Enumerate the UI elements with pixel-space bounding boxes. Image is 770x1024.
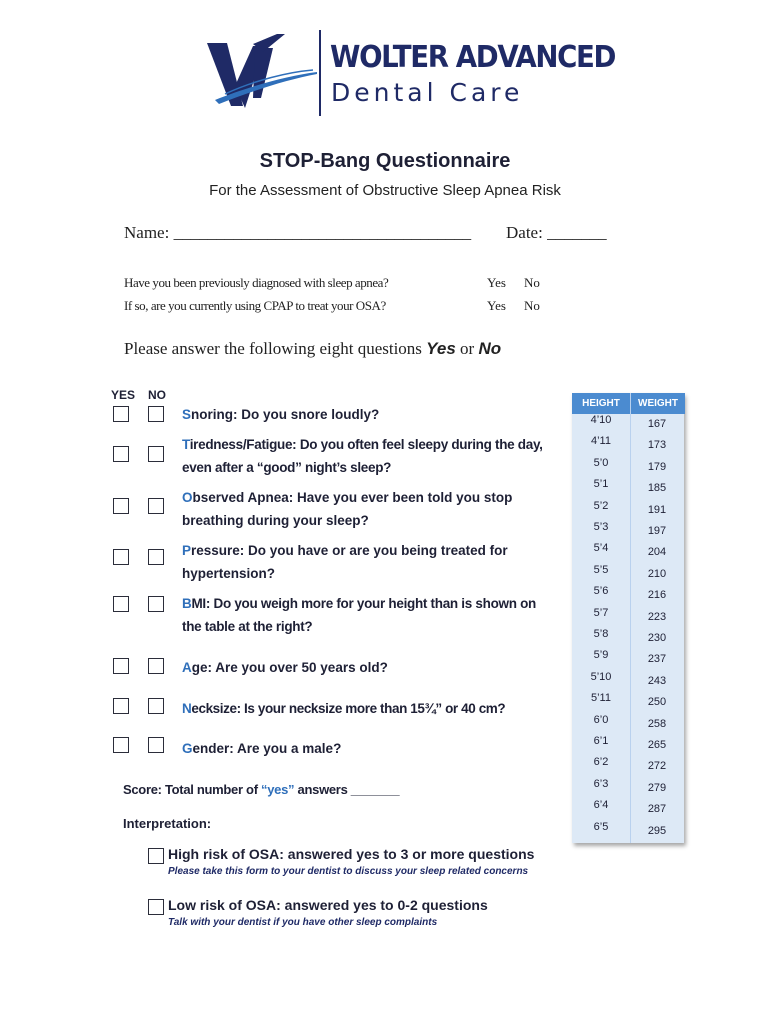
no-column-header: NO (148, 388, 166, 402)
question-snoring: Snoring: Do you snore loudly? (182, 407, 380, 422)
high-risk-note: Please take this form to your dentist to discuss your sleep related concerns (168, 866, 529, 877)
question-observed-apnea: Observed Apnea: Have you ever been told you stop breathing during your sleep? (182, 490, 513, 528)
bmi-no-checkbox[interactable] (148, 596, 164, 612)
height-cell: 4’11 (591, 435, 611, 448)
pressure-yes-checkbox[interactable] (113, 549, 129, 565)
weight-cell: 191 (647, 503, 667, 516)
weight-cell: 179 (647, 460, 667, 473)
question-tiredness: Tiredness/Fatigue: Do you often feel sleepy during the day, even after a “good” night’s sleep? (182, 437, 543, 475)
snoring-yes-checkbox[interactable] (113, 406, 129, 422)
weight-cell: 167 (647, 418, 667, 430)
previous-diagnosis-question: Have you been previously diagnosed with sleep apnea? (124, 275, 389, 290)
weight-cell: 258 (647, 717, 667, 730)
weight-cell: 250 (647, 696, 667, 709)
high-risk-label: High risk of OSA: answered yes to 3 or more questions (168, 846, 535, 862)
logo-w-right-stroke (253, 48, 273, 98)
logo-line-1: WOLTER ADVANCED (330, 40, 616, 75)
weight-cell: 185 (647, 482, 667, 495)
cpap-no[interactable]: No (524, 298, 540, 313)
page-subtitle: For the Assessment of Obstructive Sleep Apnea Risk (209, 182, 561, 199)
height-column-header: HEIGHT (572, 393, 630, 414)
pressure-no-checkbox[interactable] (148, 549, 164, 565)
necksize-yes-checkbox[interactable] (113, 698, 129, 714)
height-weight-table (572, 393, 684, 843)
height-cell: 6’3 (593, 777, 609, 790)
previous-diagnosis-no[interactable]: No (524, 275, 540, 290)
cpap-yes[interactable]: Yes (487, 298, 506, 313)
weight-cell: 295 (647, 824, 667, 837)
weight-cell: 230 (647, 632, 667, 644)
weight-cell: 204 (647, 546, 667, 559)
date-field[interactable]: Date: _______ (506, 223, 607, 242)
height-cell: 6’1 (593, 735, 609, 747)
age-yes-checkbox[interactable] (113, 658, 129, 674)
weight-cell: 237 (647, 653, 667, 666)
age-no-checkbox[interactable] (148, 658, 164, 674)
instruction: Please answer the following eight questions Yes or No (124, 339, 502, 358)
weight-column-header: WEIGHT (630, 393, 685, 414)
weight-cell: 197 (647, 525, 667, 537)
tiredness-no-checkbox[interactable] (148, 446, 164, 462)
question-gender: Gender: Are you a male? (182, 741, 342, 756)
height-cell: 5’8 (593, 628, 609, 640)
weight-cell: 279 (647, 781, 667, 794)
snoring-no-checkbox[interactable] (148, 406, 164, 422)
low-risk-checkbox[interactable] (148, 899, 164, 915)
weight-cell: 216 (647, 589, 667, 602)
interpretation-label: Interpretation: (123, 816, 212, 831)
weight-cell: 272 (647, 760, 667, 773)
height-cell: 6’4 (593, 799, 609, 812)
height-cell: 5’6 (593, 585, 609, 598)
logo-divider (319, 30, 321, 116)
necksize-no-checkbox[interactable] (148, 698, 164, 714)
height-cell: 4’10 (590, 414, 612, 426)
weight-cell: 223 (647, 610, 667, 623)
observed-apnea-no-checkbox[interactable] (148, 498, 164, 514)
height-cell: 5’9 (593, 649, 609, 662)
height-cell: 5’7 (593, 606, 609, 619)
question-bmi: BMI: Do you weigh more for your height than is shown on the table at the right? (182, 596, 537, 634)
weight-cell: 173 (647, 439, 667, 452)
height-cell: 5’2 (593, 499, 609, 512)
weight-cell: 287 (647, 803, 667, 816)
height-cell: 6’5 (593, 820, 609, 833)
page-title: STOP-Bang Questionnaire (259, 150, 511, 172)
bmi-yes-checkbox[interactable] (113, 596, 129, 612)
weight-cell: 243 (647, 674, 667, 687)
cpap-question: If so, are you currently using CPAP to treat your OSA? (124, 298, 386, 313)
height-cell: 5’4 (593, 542, 609, 555)
high-risk-checkbox[interactable] (148, 848, 164, 864)
height-cell: 5’3 (593, 521, 609, 533)
gender-no-checkbox[interactable] (148, 737, 164, 753)
table-column-divider (630, 414, 631, 843)
question-age: Age: Are you over 50 years old? (182, 660, 388, 675)
weight-cell: 265 (647, 739, 667, 751)
height-cell: 5’0 (593, 456, 609, 469)
low-risk-note: Talk with your dentist if you have other sleep complaints (168, 917, 438, 928)
yes-column-header: YES (111, 388, 136, 402)
question-pressure: Pressure: Do you have or are you being treated for hypertension? (182, 543, 508, 581)
tiredness-yes-checkbox[interactable] (113, 446, 129, 462)
height-cell: 5’1 (593, 478, 609, 491)
question-necksize: Necksize: Is your necksize more than 15¾” or 40 cm? (182, 701, 506, 716)
height-cell: 5’10 (590, 670, 612, 683)
previous-diagnosis-yes[interactable]: Yes (487, 275, 506, 290)
height-cell: 5’11 (591, 692, 611, 705)
logo-line-2: Dental Care (331, 78, 524, 107)
height-cell: 5’5 (593, 563, 609, 576)
weight-cell: 210 (647, 567, 667, 580)
low-risk-label: Low risk of OSA: answered yes to 0-2 questions (168, 897, 488, 913)
gender-yes-checkbox[interactable] (113, 737, 129, 753)
height-cell: 6’2 (593, 756, 609, 769)
observed-apnea-yes-checkbox[interactable] (113, 498, 129, 514)
height-cell: 6’0 (593, 713, 609, 726)
name-field[interactable]: Name: ___________________________________ (124, 223, 472, 242)
score-line[interactable]: Score: Total number of “yes” answers _______ (123, 782, 400, 797)
